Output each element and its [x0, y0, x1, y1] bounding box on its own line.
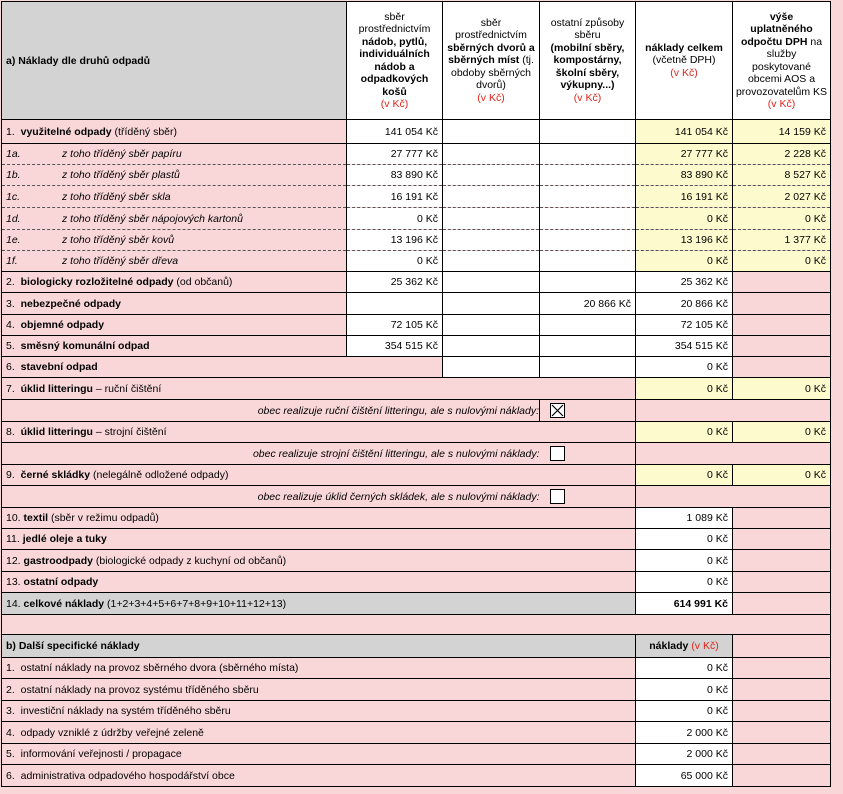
- value-other-methods[interactable]: [540, 165, 636, 186]
- table-row: 2. biologicky rozložitelné odpady (od občanů) 25 362 Kč 25 362 Kč: [2, 272, 831, 293]
- table-row: 1e. z toho tříděný sběr kovů 13 196 Kč 13 196 Kč 1 377 Kč: [2, 230, 831, 251]
- col-header-containers: sběr prostřednictvím nádob, pytlů, individuálních nádob a odpadkových košů (v Kč): [347, 2, 443, 120]
- value-containers[interactable]: 141 054 Kč: [347, 120, 443, 144]
- value-vat[interactable]: 0 Kč: [733, 465, 831, 486]
- value-collection-yards[interactable]: [443, 272, 540, 293]
- value-containers[interactable]: 25 362 Kč: [347, 272, 443, 293]
- value-costs[interactable]: 0 Kč: [636, 679, 733, 701]
- value-total: 354 515 Kč: [636, 336, 733, 357]
- checkbox-row: [2, 443, 831, 465]
- col-header-vat: výše uplatněného odpočtu DPH na služby poskytované obcemi AOS a provozovatelům KS (v Kč): [733, 2, 831, 120]
- total-row: 14. celkové náklady (1+2+3+4+5+6+7+8+9+10+11+12+13) 614 991 Kč: [2, 593, 831, 615]
- checkbox-label-machine: obec realizuje strojní čištění litteringu, ale s nulovými náklady:: [2, 443, 540, 465]
- value-other-methods[interactable]: [540, 208, 636, 230]
- value-collection-yards[interactable]: [443, 144, 540, 165]
- value-total: 83 890 Kč: [636, 165, 733, 186]
- col-header-costs: náklady (v Kč): [636, 635, 733, 658]
- table-row: 1f. z toho tříděný sběr dřeva 0 Kč 0 Kč 0 Kč: [2, 251, 831, 272]
- col-header-total: náklady celkem (včetně DPH) (v Kč): [636, 2, 733, 120]
- table-row: 12. gastroodpady (biologické odpady z kuchyní od občanů) 0 Kč: [2, 550, 831, 572]
- value-vat[interactable]: 1 377 Kč: [733, 230, 831, 251]
- checkbox-label-dumps: obec realizuje úklid černých skládek, ale s nulovými náklady:: [2, 486, 540, 508]
- value-total: 0 Kč: [636, 208, 733, 230]
- checkbox-label-manual: obec realizuje ruční čištění litteringu, ale s nulovými náklady:: [2, 400, 540, 422]
- value-total: 25 362 Kč: [636, 272, 733, 293]
- value-collection-yards[interactable]: [443, 357, 540, 378]
- value-collection-yards[interactable]: [443, 336, 540, 357]
- value-vat[interactable]: 0 Kč: [733, 422, 831, 443]
- value-total: 0 Kč: [636, 378, 733, 400]
- value-containers[interactable]: [347, 293, 443, 315]
- col-header-other-methods: ostatní způsoby sběru (mobilní sběry, kompostárny, školní sběry, výkupny...) (v Kč): [540, 2, 636, 120]
- value-vat[interactable]: 0 Kč: [733, 208, 831, 230]
- value-collection-yards[interactable]: [443, 315, 540, 336]
- col-header-collection-yards: sběr prostřednictvím sběrných dvorů a sběrných míst (tj. obdoby sběrných dvorů) (v Kč): [443, 2, 540, 120]
- value-containers[interactable]: 72 105 Kč: [347, 315, 443, 336]
- value-total: 13 196 Kč: [636, 230, 733, 251]
- value-other-methods[interactable]: [540, 357, 636, 378]
- value-containers[interactable]: 0 Kč: [347, 251, 443, 272]
- value-total: 72 105 Kč: [636, 315, 733, 336]
- value-other-methods[interactable]: [540, 230, 636, 251]
- table-row: 4. odpady vzniklé z údržby veřejné zeleně 2 000 Kč: [2, 722, 831, 744]
- table-row: 1c. z toho tříděný sběr skla 16 191 Kč 16 191 Kč 2 027 Kč: [2, 186, 831, 208]
- value-total: 16 191 Kč: [636, 186, 733, 208]
- table-row: 8. úklid litteringu – strojní čištění 0 Kč 0 Kč: [2, 422, 831, 443]
- section-b-header: [2, 635, 831, 658]
- value-vat[interactable]: 2 228 Kč: [733, 144, 831, 165]
- value-vat[interactable]: 14 159 Kč: [733, 120, 831, 144]
- value-other-methods[interactable]: [540, 251, 636, 272]
- table-row: 1b. z toho tříděný sběr plastů 83 890 Kč 83 890 Kč 8 527 Kč: [2, 165, 831, 186]
- value-collection-yards[interactable]: [443, 120, 540, 144]
- value-costs[interactable]: 65 000 Kč: [636, 765, 733, 787]
- value-total[interactable]: 1 089 Kč: [636, 508, 733, 529]
- checkbox-manual-cleaning[interactable]: [550, 403, 565, 418]
- value-other-methods[interactable]: [540, 315, 636, 336]
- value-other-methods[interactable]: [540, 336, 636, 357]
- checkmark-x-icon: [551, 404, 564, 417]
- value-containers[interactable]: 83 890 Kč: [347, 165, 443, 186]
- table-row: 7. úklid litteringu – ruční čištění 0 Kč 0 Kč: [2, 378, 831, 400]
- value-other-methods[interactable]: [540, 272, 636, 293]
- table-row: 5. informování veřejnosti / propagace 2 000 Kč: [2, 744, 831, 765]
- value-containers[interactable]: 16 191 Kč: [347, 186, 443, 208]
- value-collection-yards[interactable]: [443, 208, 540, 230]
- value-collection-yards[interactable]: [443, 186, 540, 208]
- value-total: 0 Kč: [636, 465, 733, 486]
- value-total[interactable]: 0 Kč: [636, 550, 733, 572]
- table-row: 6. stavební odpad 0 Kč: [2, 357, 831, 378]
- value-costs[interactable]: 0 Kč: [636, 658, 733, 679]
- value-other-methods[interactable]: 20 866 Kč: [540, 293, 636, 315]
- table-row: 5. směsný komunální odpad 354 515 Kč 354 515 Kč: [2, 336, 831, 357]
- table-row: 11. jedlé oleje a tuky 0 Kč: [2, 529, 831, 550]
- table-row: 9. černé skládky (nelegálně odložené odpady) 0 Kč 0 Kč: [2, 465, 831, 486]
- value-total[interactable]: 0 Kč: [636, 572, 733, 593]
- checkbox-machine-cleaning[interactable]: [550, 446, 565, 461]
- value-other-methods[interactable]: [540, 186, 636, 208]
- value-other-methods[interactable]: [540, 120, 636, 144]
- section-b-title: b) Další specifické náklady: [2, 635, 636, 658]
- section-a-title: a) Náklady dle druhů odpadů: [2, 2, 347, 120]
- value-collection-yards[interactable]: [443, 251, 540, 272]
- grand-total: 614 991 Kč: [636, 593, 733, 615]
- table-row: 6. administrativa odpadového hospodářství obce 65 000 Kč: [2, 765, 831, 787]
- table-row: 10. textil (sběr v režimu odpadů) 1 089 Kč: [2, 508, 831, 529]
- value-total: 0 Kč: [636, 422, 733, 443]
- value-containers[interactable]: 0 Kč: [347, 208, 443, 230]
- value-total[interactable]: 0 Kč: [636, 529, 733, 550]
- checkbox-illegal-dumps[interactable]: [550, 489, 565, 504]
- table-row: 4. objemné odpady 72 105 Kč 72 105 Kč: [2, 315, 831, 336]
- value-vat[interactable]: 0 Kč: [733, 378, 831, 400]
- value-other-methods[interactable]: [540, 144, 636, 165]
- value-collection-yards[interactable]: [443, 230, 540, 251]
- value-vat[interactable]: 8 527 Kč: [733, 165, 831, 186]
- value-costs[interactable]: 2 000 Kč: [636, 722, 733, 744]
- value-costs[interactable]: 2 000 Kč: [636, 744, 733, 765]
- value-total: 141 054 Kč: [636, 120, 733, 144]
- table-row: 3. investiční náklady na systém tříděného sběru 0 Kč: [2, 701, 831, 722]
- value-vat[interactable]: 2 027 Kč: [733, 186, 831, 208]
- checkbox-row: [2, 486, 831, 508]
- table-row: 1. využitelné odpady (tříděný sběr) 141 054 Kč 141 054 Kč 14 159 Kč: [2, 120, 831, 144]
- table-row: 13. ostatní odpady 0 Kč: [2, 572, 831, 593]
- waste-costs-table: [1, 1, 831, 787]
- value-containers[interactable]: 354 515 Kč: [347, 336, 443, 357]
- table-row: 1d. z toho tříděný sběr nápojových kartonů 0 Kč 0 Kč 0 Kč: [2, 208, 831, 230]
- value-containers[interactable]: 27 777 Kč: [347, 144, 443, 165]
- value-total: 27 777 Kč: [636, 144, 733, 165]
- table-row: 1. ostatní náklady na provoz sběrného dvora (sběrného místa) 0 Kč: [2, 658, 831, 679]
- value-collection-yards[interactable]: [443, 293, 540, 315]
- value-total: 20 866 Kč: [636, 293, 733, 315]
- table-row: 3. nebezpečné odpady 20 866 Kč 20 866 Kč: [2, 293, 831, 315]
- value-total: 0 Kč: [636, 357, 733, 378]
- checkbox-row: [2, 400, 831, 422]
- table-row: 2. ostatní náklady na provoz systému tříděného sběru 0 Kč: [2, 679, 831, 701]
- value-vat[interactable]: 0 Kč: [733, 251, 831, 272]
- value-costs[interactable]: 0 Kč: [636, 701, 733, 722]
- value-total: 0 Kč: [636, 251, 733, 272]
- value-collection-yards[interactable]: [443, 165, 540, 186]
- table-row: 1a. z toho tříděný sběr papíru 27 777 Kč 27 777 Kč 2 228 Kč: [2, 144, 831, 165]
- value-containers[interactable]: 13 196 Kč: [347, 230, 443, 251]
